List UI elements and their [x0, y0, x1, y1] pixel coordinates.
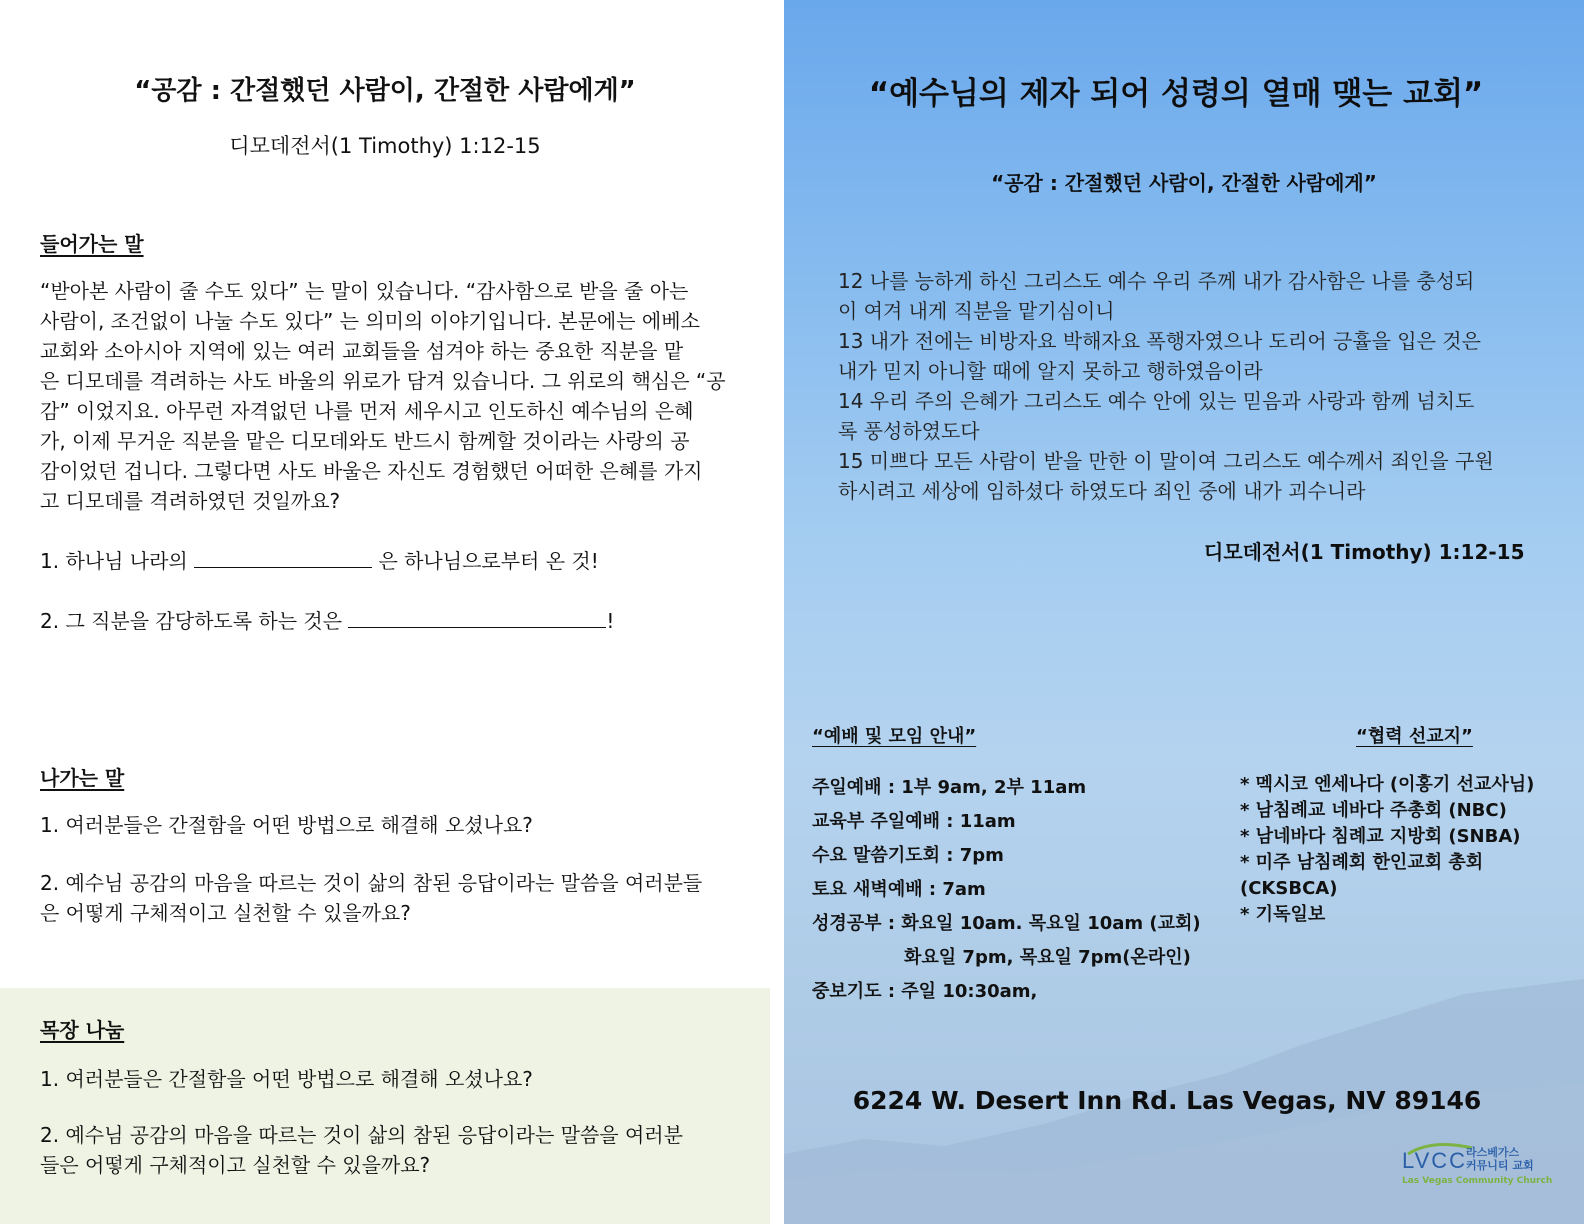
mokjang-sharing-box	[0, 988, 770, 1224]
service-item: 성경공부 : 화요일 10am. 목요일 10am (교회)	[812, 913, 1201, 934]
service-item: 수요 말씀기도회 : 7pm	[812, 845, 1004, 866]
mokjang-q2-line: 들은 어떻게 구체적이고 실천할 수 있을까요?	[40, 1153, 431, 1177]
intro-line: 가, 이제 무거운 직분을 맡은 디모데와도 반드시 함께할 것이라는 사랑의 공	[40, 429, 690, 453]
service-item: 토요 새벽예배 : 7am	[812, 879, 986, 900]
mokjang-question-1: 1. 여러분들은 간절함을 어떤 방법으로 해결해 오셨나요?	[40, 1067, 533, 1091]
services-heading: “예배 및 모임 안내”	[812, 726, 977, 747]
verse-line: 하시려고 세상에 임하셨다 하였도다 죄인 중에 내가 괴수니라	[838, 479, 1366, 503]
question-1-suffix: 은 하나님으로부터 온 것!	[378, 549, 599, 573]
right-sermon-title: “공감 : 간절했던 사람이, 간절한 사람에게”	[991, 171, 1377, 195]
outro-q2-line: 은 어떻게 구체적이고 실천할 수 있을까요?	[40, 901, 411, 925]
mission-item: * 멕시코 엔세나다 (이홍기 선교사님)	[1240, 774, 1535, 795]
verse-line: 이 여겨 내게 직분을 맡기심이니	[838, 299, 1115, 323]
service-item: 교육부 주일예배 : 11am	[812, 811, 1016, 832]
logo-korean-line-1: 라스베가스	[1466, 1146, 1520, 1159]
logo-letters: LVCC	[1402, 1148, 1468, 1173]
verse-line: 록 풍성하였도다	[838, 419, 980, 443]
outro-q2-line: 2. 예수님 공감의 마음을 따르는 것이 삶의 참된 응답이라는 말씀을 여러분들	[40, 871, 703, 895]
sermon-notes-panel	[0, 0, 784, 1224]
fill-in-question-2	[40, 606, 752, 636]
missions-heading: “협력 선교지”	[1356, 726, 1473, 747]
intro-paragraph	[40, 276, 752, 516]
mission-item: * 남네바다 침례교 지방회 (SNBA)	[1240, 826, 1521, 847]
logo-english-name: Las Vegas Community Church	[1402, 1176, 1553, 1186]
verse-reference: 디모데전서(1 Timothy) 1:12-15	[1204, 540, 1525, 564]
intro-line: 교회와 소아시아 지역에 있는 여러 교회들을 섬겨야 하는 중요한 직분을 맡	[40, 339, 684, 363]
outro-question-1: 1. 여러분들은 간절함을 어떤 방법으로 해결해 오셨나요?	[40, 813, 533, 837]
intro-line: 은 디모데를 격려하는 사도 바울의 위로가 담겨 있습니다. 그 위로의 핵심은 “공	[40, 369, 726, 393]
logo-korean-line-2: 커뮤니티 교회	[1466, 1159, 1534, 1172]
fill-in-question-1	[40, 546, 752, 576]
intro-line: 감” 이었지요. 아무런 자격없던 나를 먼저 세우시고 인도하신 예수님의 은혜	[40, 399, 694, 423]
mission-item: * 남침례교 네바다 주총회 (NBC)	[1240, 800, 1507, 821]
question-1-prefix: 1. 하나님 나라의	[40, 549, 188, 573]
mokjang-heading: 목장 나눔	[40, 1018, 125, 1042]
mission-item: * 기독일보	[1240, 904, 1326, 925]
verse-line: 15 미쁘다 모든 사람이 받을 만한 이 말이여 그리스도 예수께서 죄인을 구원	[838, 449, 1494, 473]
intro-line: “받아본 사람이 줄 수도 있다” 는 말이 있습니다. “감사함으로 받을 줄 아는	[40, 279, 689, 303]
mission-item: * 미주 남침례회 한인교회 총회	[1240, 852, 1484, 873]
outro-heading: 나가는 말	[40, 766, 125, 790]
question-2-suffix: !	[606, 609, 615, 633]
scripture-reference: 디모데전서(1 Timothy) 1:12-15	[229, 134, 541, 158]
church-motto: “예수님의 제자 되어 성령의 열매 맺는 교회”	[868, 76, 1484, 112]
verse-line: 13 내가 전에는 비방자요 박해자요 폭행자였으나 도리어 긍휼을 입은 것은	[838, 329, 1481, 353]
scripture-verses	[838, 266, 1538, 506]
service-item: 화요일 7pm, 목요일 7pm(온라인)	[904, 947, 1191, 968]
answer-blank-2[interactable]	[348, 609, 606, 628]
mission-item: (CKSBCA)	[1240, 878, 1338, 899]
answer-blank-1[interactable]	[194, 549, 372, 568]
missions-list	[1240, 772, 1570, 928]
intro-line: 사람이, 조건없이 나눌 수도 있다” 는 의미의 이야기입니다. 본문에는 에베소	[40, 309, 700, 333]
verse-line: 내가 믿지 아니할 때에 알지 못하고 행하였음이라	[838, 359, 1263, 383]
mokjang-question-2	[40, 1120, 752, 1180]
mokjang-q2-line: 2. 예수님 공감의 마음을 따르는 것이 삶의 참된 응답이라는 말씀을 여러분	[40, 1123, 683, 1147]
intro-heading: 들어가는 말	[40, 232, 144, 256]
church-logo	[1402, 1142, 1553, 1192]
service-item: 주일예배 : 1부 9am, 2부 11am	[812, 777, 1087, 798]
question-2-prefix: 2. 그 직분을 감당하도록 하는 것은	[40, 609, 343, 633]
church-address: 6224 W. Desert Inn Rd. Las Vegas, NV 89146	[852, 1086, 1482, 1115]
verse-line: 12 나를 능하게 하신 그리스도 예수 우리 주께 내가 감사함은 나를 충성되	[838, 269, 1475, 293]
service-item: 중보기도 : 주일 10:30am,	[812, 981, 1038, 1002]
sermon-title: “공감 : 간절했던 사람이, 간절한 사람에게”	[134, 76, 636, 106]
intro-line: 감이었던 겁니다. 그렇다면 사도 바울은 자신도 경험했던 어떠한 은혜를 가지	[40, 459, 703, 483]
outro-question-2	[40, 868, 752, 928]
intro-line: 고 디모데를 격려하였던 것일까요?	[40, 489, 341, 513]
verse-line: 14 우리 주의 은혜가 그리스도 예수 안에 있는 믿음과 사랑과 함께 넘치도	[838, 389, 1475, 413]
